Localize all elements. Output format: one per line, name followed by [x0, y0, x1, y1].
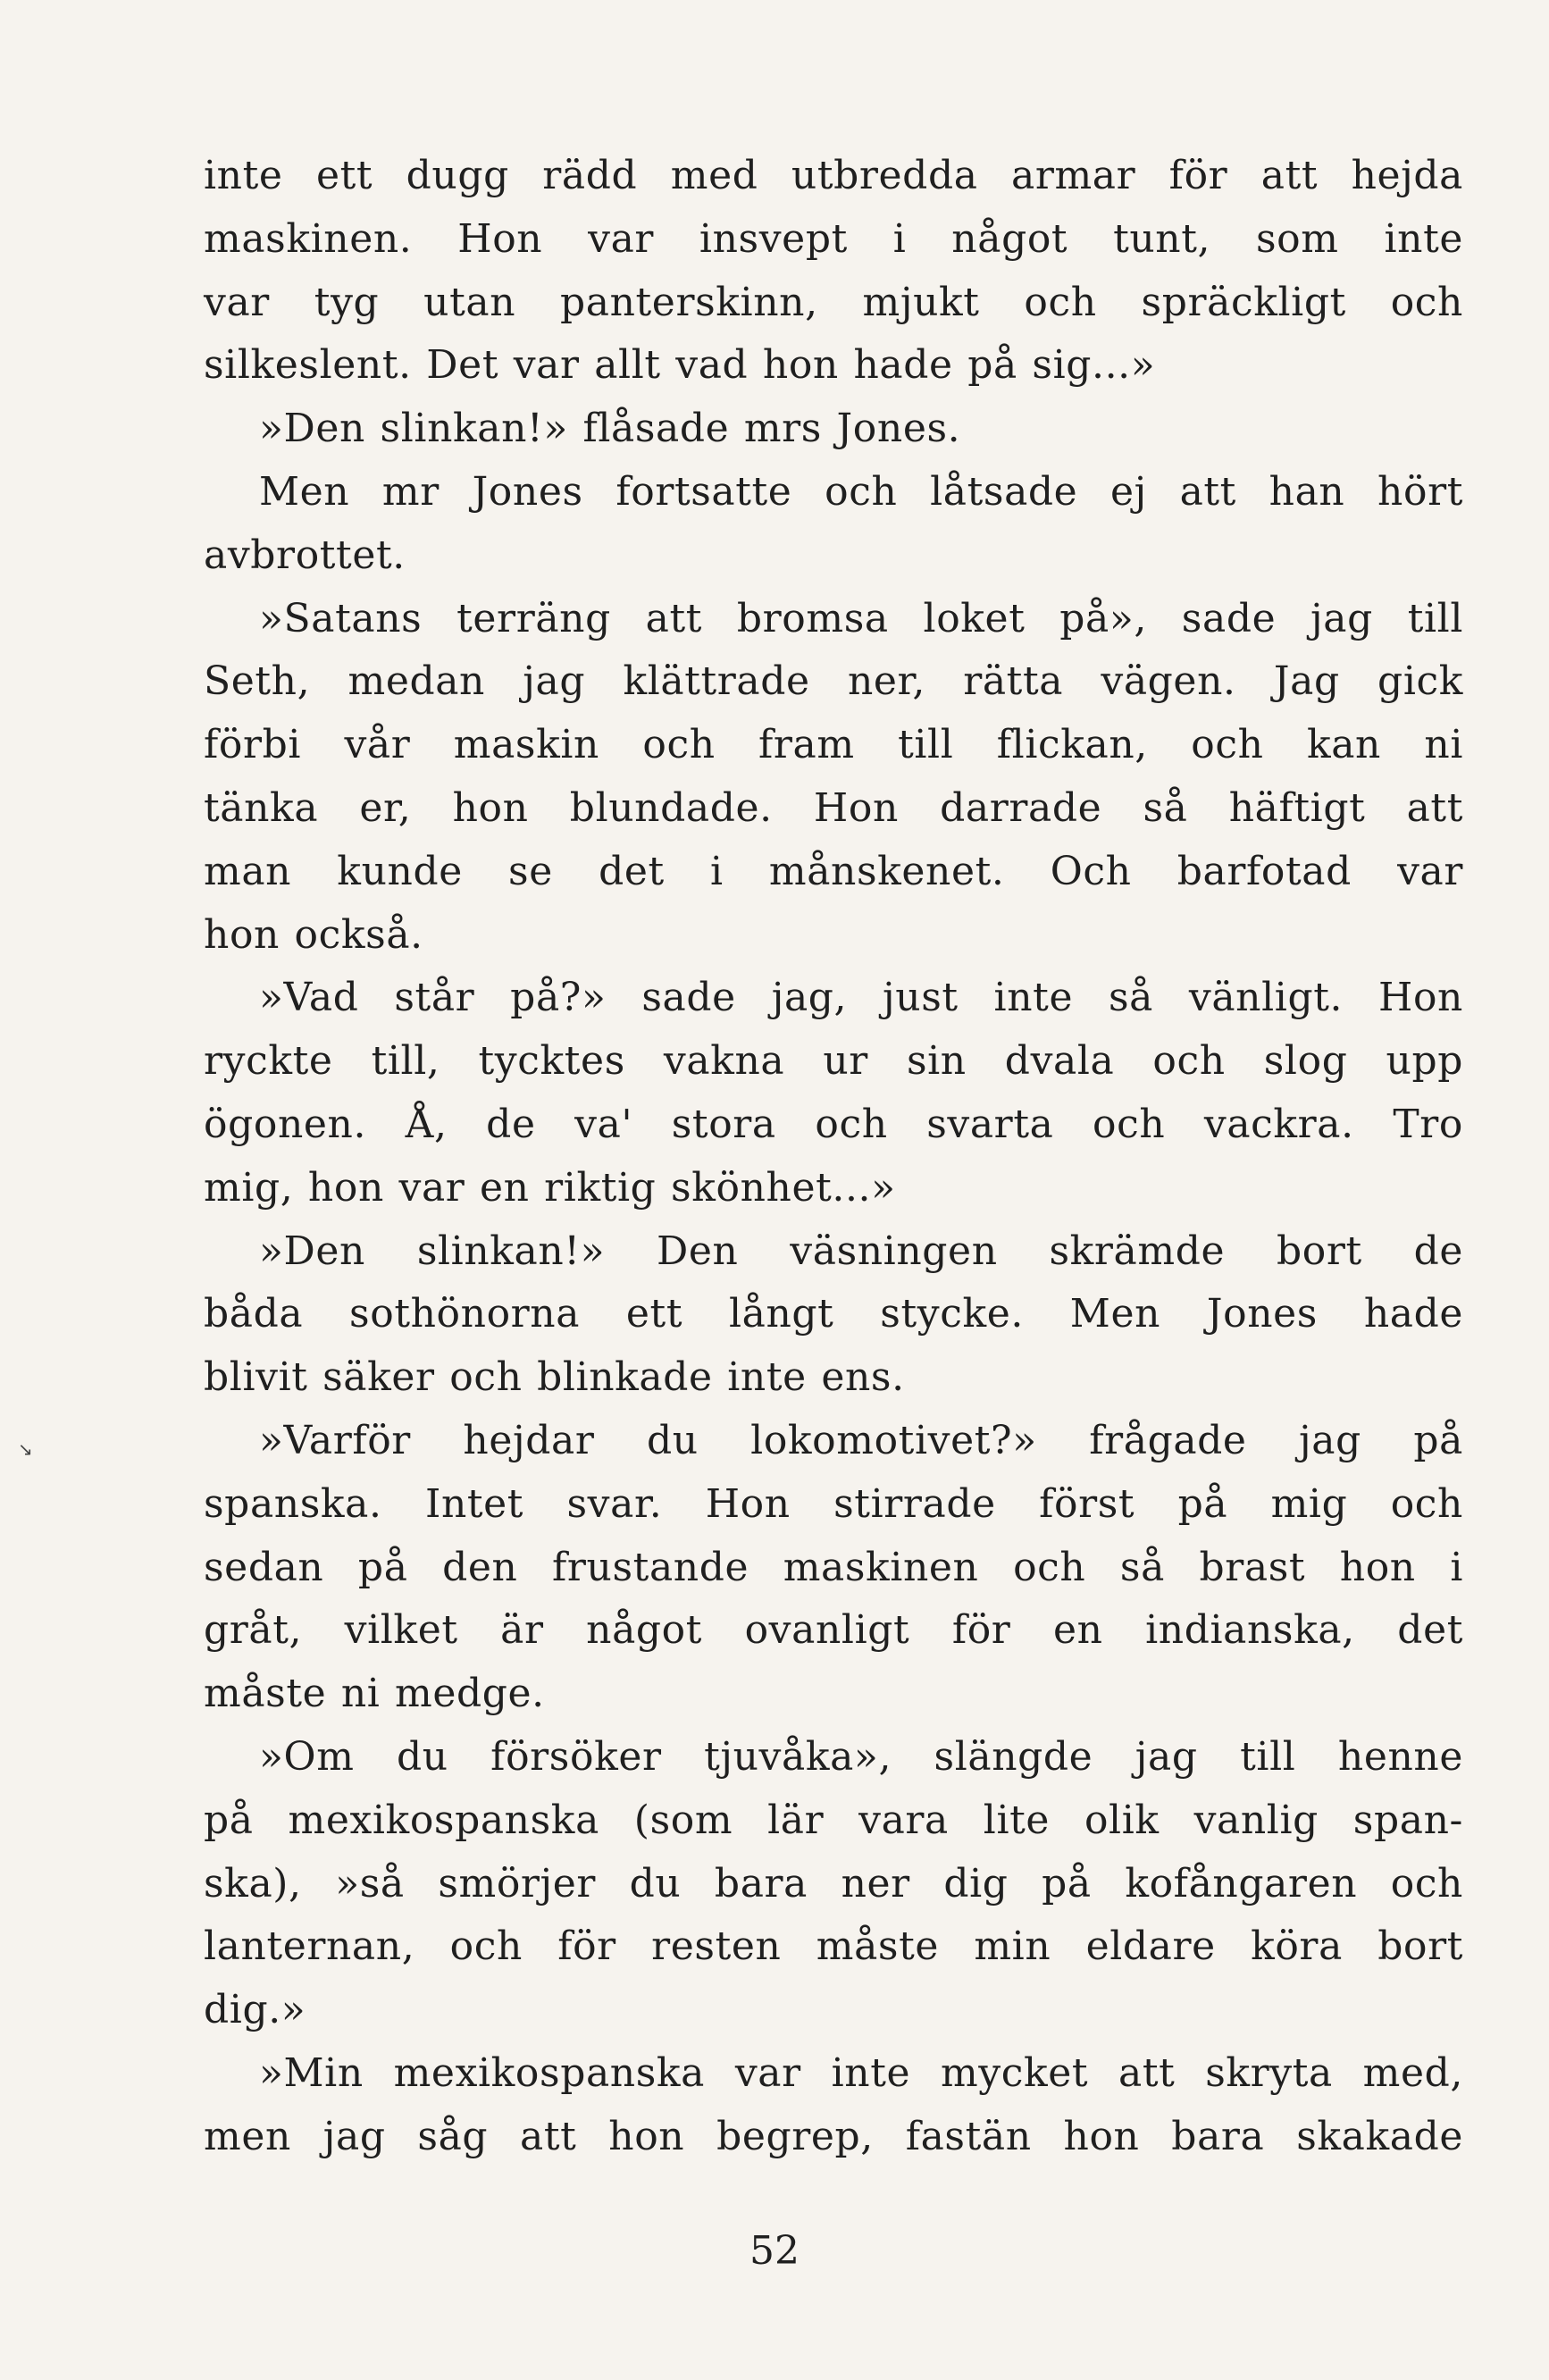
text-line: Seth, medan jag klättrade ner, rätta vägen. Jag gick	[204, 658, 1463, 705]
text-line: sedan på den frustande maskinen och så brast hon i	[204, 1544, 1463, 1590]
text-line: tänka er, hon blundade. Hon darrade så häftigt att	[204, 784, 1463, 831]
text-line: »Varför hejdar du lokomotivet?» frågade jag på	[259, 1417, 1463, 1463]
text-line: ska), »så smörjer du bara ner dig på kofångaren och	[204, 1860, 1463, 1907]
text-line: »Den slinkan!» flåsade mrs Jones.	[259, 406, 961, 452]
text-line: »Den slinkan!» Den väsningen skrämde bort de	[259, 1228, 1463, 1274]
text-line: avbrottet.	[204, 532, 406, 578]
margin-mark: ↘	[18, 1438, 33, 1460]
text-line: måste ni medge.	[204, 1671, 545, 1717]
text-line: förbi vår maskin och fram till flickan, och kan ni	[204, 722, 1463, 768]
text-line: spanska. Intet svar. Hon stirrade först på mig och	[204, 1480, 1463, 1527]
text-line: var tyg utan panterskinn, mjukt och spräckligt och	[204, 279, 1463, 325]
text-line: »Satans terräng att bromsa loket på», sade jag till	[259, 595, 1463, 641]
text-line: silkeslent. Det var allt vad hon hade på sig...»	[204, 342, 1156, 389]
body-text	[204, 145, 1463, 2169]
text-line: inte ett dugg rädd med utbredda armar för att hejda	[204, 153, 1463, 198]
text-line: »Min mexikospanska var inte mycket att skryta med,	[259, 2049, 1463, 2096]
text-line: lanternan, och för resten måste min eldare köra bort	[204, 1923, 1463, 1970]
text-line: blivit säker och blinkade inte ens.	[204, 1354, 905, 1401]
text-line: ryckte till, tycktes vakna ur sin dvala och slog upp	[204, 1038, 1463, 1085]
text-line: »Vad står på?» sade jag, just inte så vänligt. Hon	[259, 975, 1463, 1021]
text-line: gråt, vilket är något ovanligt för en indianska, det	[204, 1607, 1463, 1654]
text-line: Men mr Jones fortsatte och låtsade ej att han hört	[259, 468, 1463, 515]
text-line: »Om du försöker tjuvåka», slängde jag till henne	[259, 1733, 1463, 1780]
text-line: man kunde se det i månskenet. Och barfotad var	[204, 848, 1463, 894]
text-line: maskinen. Hon var insvept i något tunt, som inte	[204, 215, 1463, 262]
text-line: hon också.	[204, 911, 423, 958]
text-line: ögonen. Å, de va' stora och svarta och vackra. Tro	[204, 1101, 1463, 1147]
text-line: på mexikospanska (som lär vara lite olik vanlig span-	[204, 1797, 1463, 1843]
text-line: båda sothönorna ett långt stycke. Men Jones hade	[204, 1291, 1463, 1337]
text-line: men jag såg att hon begrep, fastän hon bara skakade	[204, 2113, 1463, 2159]
text-line: dig.»	[204, 1987, 306, 2033]
page-number: 52	[749, 2228, 800, 2274]
text-line: mig, hon var en riktig skönhet...»	[204, 1164, 896, 1211]
